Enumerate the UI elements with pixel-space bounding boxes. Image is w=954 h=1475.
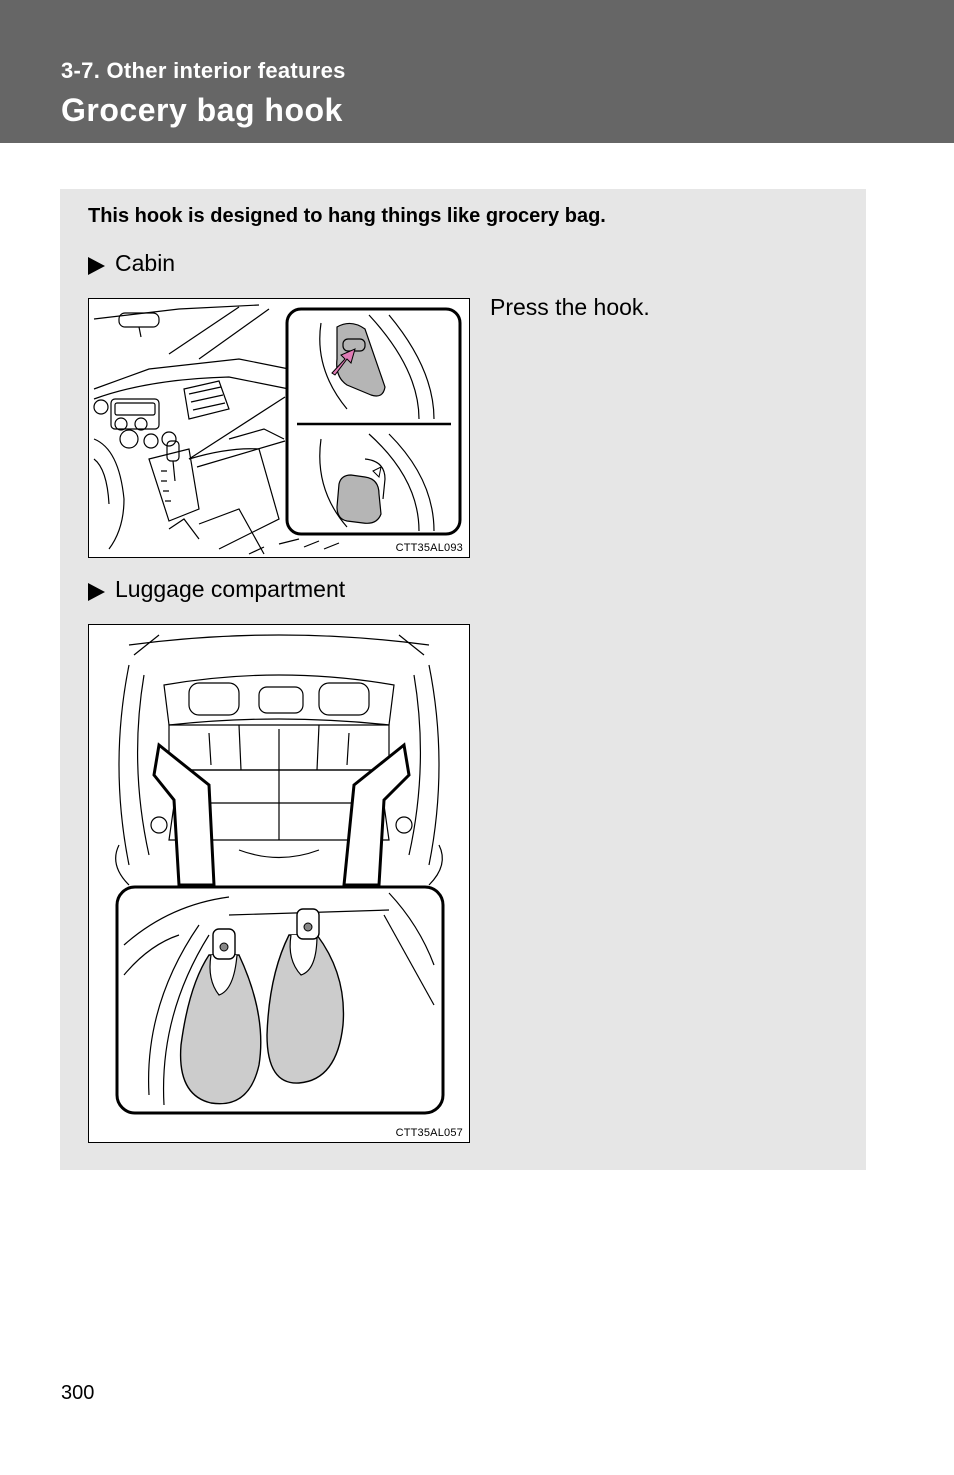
- luggage-figure: [88, 624, 470, 1143]
- cabin-figure-code: CTT35AL093: [395, 542, 463, 554]
- cabin-heading: [88, 250, 175, 277]
- section-label: 3-7. Other interior features: [61, 58, 346, 83]
- triangle-bullet-icon: [88, 257, 105, 275]
- intro-text: This hook is designed to hang things like grocery bag.: [88, 205, 606, 227]
- page-title: Grocery bag hook: [61, 92, 343, 128]
- cabin-illustration: [89, 299, 469, 557]
- cabin-heading-label: Cabin: [115, 250, 176, 276]
- luggage-heading-label: Luggage compartment: [115, 576, 346, 602]
- luggage-heading: [88, 576, 345, 603]
- hook-open-shape: [337, 475, 381, 523]
- cabin-figure: [88, 298, 470, 558]
- cabin-instruction: Press the hook.: [490, 294, 650, 320]
- luggage-figure-code: CTT35AL057: [395, 1127, 463, 1139]
- luggage-illustration: [89, 625, 469, 1142]
- page-number: 300: [61, 1382, 95, 1404]
- triangle-bullet-icon: [88, 583, 105, 601]
